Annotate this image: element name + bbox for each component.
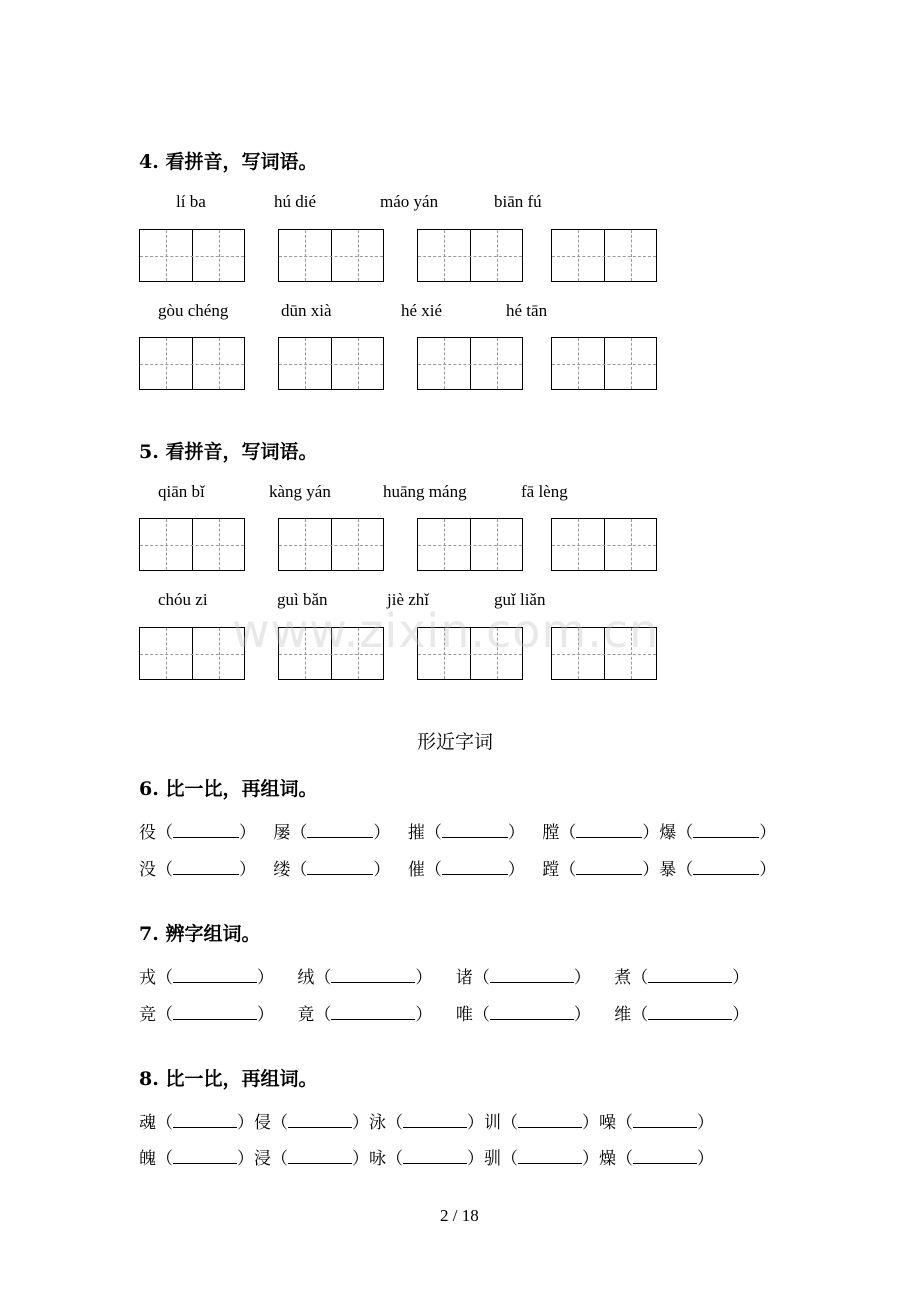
- char: 训: [484, 1113, 501, 1133]
- writing-grid[interactable]: [417, 229, 523, 282]
- answer-blank[interactable]: [403, 1149, 467, 1164]
- char: 维: [614, 1005, 632, 1025]
- char: 浸: [254, 1149, 271, 1169]
- answer-blank[interactable]: [288, 1149, 352, 1164]
- char: 爆: [659, 823, 677, 843]
- writing-grid[interactable]: [139, 337, 245, 390]
- q6-title: 6. 比一比，再组词。: [139, 778, 318, 800]
- pinyin-label: huāng máng: [383, 482, 467, 501]
- writing-grid[interactable]: [417, 337, 523, 390]
- answer-blank[interactable]: [173, 968, 257, 983]
- answer-blank[interactable]: [490, 968, 574, 983]
- answer-blank[interactable]: [576, 823, 642, 838]
- answer-blank[interactable]: [648, 1005, 732, 1020]
- char: 魄: [139, 1149, 156, 1169]
- word-line: 竞（ ） 竟（ ） 唯（ ） 维（ ）: [139, 1005, 750, 1025]
- char: 咏: [369, 1149, 386, 1169]
- answer-blank[interactable]: [693, 823, 759, 838]
- pinyin-label: chóu zi: [158, 590, 208, 609]
- word-line: 没（ ） 缕（ ） 催（ ） 蹚（ ）暴（ ）: [139, 860, 777, 880]
- char: 诸: [455, 968, 473, 988]
- answer-blank[interactable]: [173, 1149, 237, 1164]
- answer-blank[interactable]: [518, 1113, 582, 1128]
- answer-blank[interactable]: [331, 968, 415, 983]
- char: 唯: [455, 1005, 473, 1025]
- char: 没: [139, 860, 156, 880]
- pinyin-label: guǐ liǎn: [494, 590, 546, 609]
- writing-grid[interactable]: [278, 337, 384, 390]
- writing-grid[interactable]: [139, 229, 245, 282]
- answer-blank[interactable]: [693, 860, 759, 875]
- answer-blank[interactable]: [442, 823, 508, 838]
- answer-blank[interactable]: [173, 823, 239, 838]
- writing-grid[interactable]: [551, 518, 657, 571]
- word-line: 役（ ） 屡（ ） 摧（ ） 膛（ ）爆（ ）: [139, 823, 777, 843]
- writing-grid[interactable]: [551, 229, 657, 282]
- answer-blank[interactable]: [490, 1005, 574, 1020]
- writing-grid[interactable]: [139, 627, 245, 680]
- char: 魂: [139, 1113, 156, 1133]
- answer-blank[interactable]: [288, 1113, 352, 1128]
- word-line: 魂（ ）侵（ ）泳（ ）训（ ）噪（ ）: [139, 1113, 714, 1133]
- word-line: 魄（ ）浸（ ）咏（ ）驯（ ）燥（ ）: [139, 1149, 714, 1169]
- char: 煮: [614, 968, 632, 988]
- char: 催: [407, 860, 425, 880]
- answer-blank[interactable]: [173, 1005, 257, 1020]
- word-line: 戎（ ） 绒（ ） 诸（ ） 煮（ ）: [139, 968, 750, 988]
- char: 噪: [599, 1113, 616, 1133]
- char: 暴: [659, 860, 677, 880]
- writing-grid[interactable]: [278, 229, 384, 282]
- char: 竟: [297, 1005, 315, 1025]
- answer-blank[interactable]: [648, 968, 732, 983]
- pinyin-label: dūn xià: [281, 301, 332, 320]
- q4-title: 4. 看拼音，写词语。: [139, 151, 318, 173]
- answer-blank[interactable]: [518, 1149, 582, 1164]
- answer-blank[interactable]: [633, 1113, 697, 1128]
- char: 驯: [484, 1149, 501, 1169]
- pinyin-label: hú dié: [274, 192, 317, 211]
- q7-title: 7. 辨字组词。: [139, 923, 261, 945]
- section-title: 形近字词: [417, 731, 494, 753]
- char: 膛: [542, 823, 560, 843]
- q8-title: 8. 比一比，再组词。: [139, 1068, 318, 1090]
- answer-blank[interactable]: [173, 860, 239, 875]
- char: 绒: [297, 968, 315, 988]
- answer-blank[interactable]: [307, 823, 373, 838]
- writing-grid[interactable]: [139, 518, 245, 571]
- pinyin-label: jiè zhǐ: [387, 590, 430, 609]
- char: 屡: [273, 823, 291, 843]
- pinyin-label: guì bǎn: [277, 590, 328, 609]
- char: 蹚: [542, 860, 560, 880]
- watermark: www.zixin.com.cn: [232, 604, 660, 658]
- q5-title: 5. 看拼音，写词语。: [139, 441, 318, 463]
- char: 侵: [254, 1113, 271, 1133]
- char: 泳: [369, 1113, 386, 1133]
- writing-grid[interactable]: [551, 337, 657, 390]
- char: 燥: [599, 1149, 616, 1169]
- pinyin-label: kàng yán: [269, 482, 331, 501]
- pinyin-label: fā lèng: [521, 482, 568, 501]
- char: 摧: [407, 823, 425, 843]
- writing-grid[interactable]: [278, 518, 384, 571]
- pinyin-label: lí ba: [176, 192, 206, 211]
- pinyin-label: hé tān: [506, 301, 548, 320]
- pinyin-label: biān fú: [494, 192, 542, 211]
- pinyin-label: máo yán: [380, 192, 439, 211]
- answer-blank[interactable]: [442, 860, 508, 875]
- answer-blank[interactable]: [173, 1113, 237, 1128]
- answer-blank[interactable]: [307, 860, 373, 875]
- pinyin-label: qiān bǐ: [158, 482, 205, 501]
- page-number: 2 / 18: [440, 1206, 479, 1225]
- char: 竞: [139, 1005, 156, 1025]
- char: 戎: [139, 968, 156, 988]
- answer-blank[interactable]: [633, 1149, 697, 1164]
- answer-blank[interactable]: [331, 1005, 415, 1020]
- answer-blank[interactable]: [403, 1113, 467, 1128]
- answer-blank[interactable]: [576, 860, 642, 875]
- char: 役: [139, 823, 156, 843]
- writing-grid[interactable]: [417, 518, 523, 571]
- pinyin-label: gòu chéng: [158, 301, 229, 320]
- pinyin-label: hé xié: [401, 301, 443, 320]
- char: 缕: [273, 860, 291, 880]
